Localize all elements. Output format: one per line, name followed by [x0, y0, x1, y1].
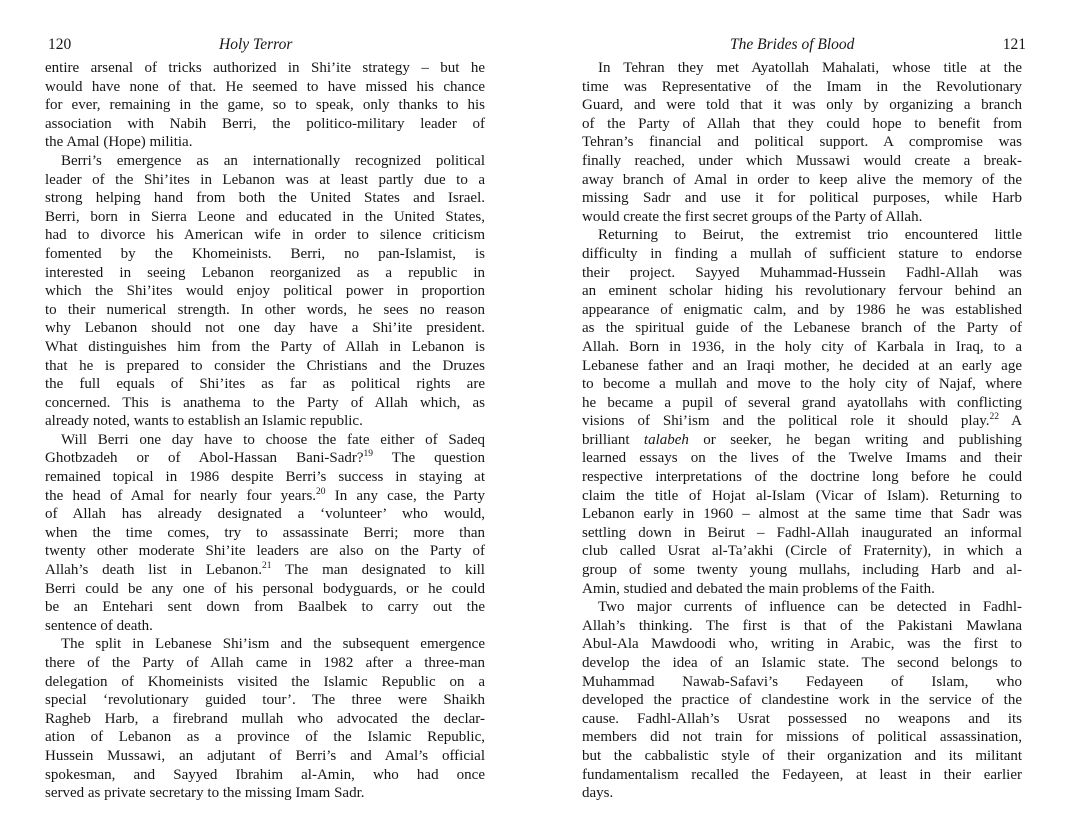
text-line: In Tehran they met Ayatollah Mahalati, whose title at the — [598, 60, 1022, 76]
text-line: their project. Sayyed Muhammad-Hussein Fadhl-Allah was — [582, 264, 1022, 281]
text-line: when the time comes, try to assassinate Berri; more than — [45, 524, 485, 541]
text-line: Berri’s emergence as an internationally recognized political — [61, 152, 485, 169]
text-line: special ‘revolutionary guided tour’. The three were Shaikh — [45, 692, 485, 709]
footnote-marker: 22 — [989, 412, 1000, 423]
text-line: spokesman, and Sayyed Ibrahim al-Amin, who had once — [45, 766, 485, 783]
text-line: difficulty in finding a mullah of sufficient stature to endorse — [582, 245, 1022, 262]
text-line: which the Shi’ites would enjoy political power in proportion — [45, 283, 485, 300]
text-line: claim the title of Hojat al-Islam (Vicar of Islam). Returning to — [582, 487, 1022, 504]
text-line: respective interpretations of the doctrine long before he could — [582, 469, 1022, 486]
running-title: Holy Terror — [219, 36, 293, 53]
text-line: Guard, and were told that it was only by organizing a branch — [582, 97, 1022, 114]
text-line: the head of Amal for nearly four years.$^{20}$ In any case, the Party — [45, 486, 485, 504]
text-line: the Amal (Hope) militia. — [45, 134, 193, 151]
text-line: strong helping hand from both the United States and Israel. — [45, 190, 485, 207]
text-line: leader of the Shi’ites in Lebanon was at least partly due to a — [45, 171, 485, 188]
text-line: would have none of that. He seemed to have missed his chance — [45, 78, 485, 95]
text-line: develop the idea of an Islamic state. The second belongs to — [582, 655, 1022, 671]
text-line: sentence of death. — [45, 617, 153, 634]
text-line: fundamentalism recalled the Fedayeen, at least in their earlier — [582, 766, 1022, 783]
text-line: why Lebanon should not one day have a Shi’ite president. — [45, 320, 485, 337]
text-line: there of the Party of Allah came in 1982 after a three-man — [45, 655, 485, 671]
footnote-marker: 20 — [316, 486, 326, 497]
text-line: Two major currents of influence can be detected in Fadhl- — [598, 599, 1022, 616]
text-line: Returning to Beirut, the extremist trio encountered little — [598, 227, 1022, 244]
text-line: of the Party of Allah that they could hope to benefit from — [582, 115, 1022, 132]
text-line: be an Entehari sent down from Baalbek to carry out the — [45, 599, 485, 616]
text-line: twenty other moderate Shi’ite leaders are also on the Party of — [45, 543, 485, 560]
text-line: group of some twenty young mullahs, including Harb and al- — [582, 562, 1022, 579]
text-line: of Allah has already designated a ‘volunteer’ who would, — [45, 506, 485, 523]
text-line: visions of Shi’ism and the political role it should play.$^{22}$ A — [582, 412, 1022, 430]
text-line: days. — [582, 785, 614, 802]
text-line: Amin, studied and debated the main problems of the Faith. — [582, 580, 935, 597]
page-number: 121 — [1002, 36, 1026, 53]
text-line: finally reached, under which Mussawi would create a break- — [582, 152, 1022, 169]
text-line: Berri could be any one of his personal bodyguards, or he could — [45, 580, 485, 597]
text-line: settling down in Beirut – Fadhl-Allah inaugurated an informal — [582, 524, 1022, 541]
text-line: What distinguishes him from the Party of Allah in Lebanon is — [45, 338, 485, 355]
text-line: to their numerical strength. In other words, he sees no reason — [45, 301, 485, 318]
text-line: to become a mullah and move to the holy city of Najaf, where — [582, 376, 1022, 393]
text-line: Ragheb Harb, a firebrand mullah who advocated the declar- — [45, 710, 485, 727]
text-line: Lebanese father and an Iraqi mother, he decided at an early age — [582, 357, 1022, 374]
text-line: appearance of enigmatic calm, and by 1986 he was established — [582, 301, 1022, 318]
text-line: Tehran’s financial and political support. A compromise was — [582, 134, 1022, 151]
right-page — [582, 0, 1026, 803]
left-page — [45, 0, 485, 803]
text-line: cause. Fadhl-Allah’s Usrat possessed no weapons and its — [582, 710, 1022, 727]
text-line: entire arsenal of tricks authorized in Shi’ite strategy – but he — [45, 60, 485, 76]
text-line: brilliant talabeh or seeker, he began writing and publishing — [582, 431, 1022, 448]
text-line: an eminent scholar hiding his revolutionary fervour behind an — [582, 283, 1022, 300]
text-line: for ever, remaining in the game, so to speak, only thanks to his — [45, 97, 485, 114]
italic-term: talabeh — [643, 431, 689, 448]
text-line: interested in seeing Lebanon reorganized as a republic in — [45, 264, 485, 281]
text-line: fomented by the Khomeinists. Berri, no pan-Islamist, is — [45, 245, 485, 262]
text-line: away branch of Amal in order to keep alive the memory of the — [582, 171, 1022, 188]
text-line: Allah’s death list in Lebanon.$^{21}$ The man designated to kill — [45, 561, 485, 579]
left-page-header — [45, 34, 485, 56]
text-line: the full equals of Shi’ites as far as political rights are — [45, 376, 485, 393]
text-line: as the spiritual guide of the Lebanese branch of the Party of — [582, 320, 1022, 337]
text-line: served as private secretary to the missing Imam Sadr. — [45, 785, 365, 802]
footnote-marker: 19 — [363, 449, 374, 460]
text-line: The split in Lebanese Shi’ism and the subsequent emergence — [61, 636, 485, 653]
text-line: but the cabbalistic style of their organization and its militant — [582, 747, 1022, 764]
text-line: Lebanon early in 1960 – almost at the same time that Sadr was — [582, 506, 1022, 523]
text-line: delegation of Khomeinists visited the Islamic Republic on a — [45, 673, 485, 690]
text-line: had to divorce his American wife in order to silence criticism — [45, 227, 485, 244]
right-page-body — [582, 59, 1022, 803]
text-line: members did not train for missions of political assassination, — [582, 729, 1022, 746]
text-line: Allah. Born in 1936, in the holy city of Karbala in Iraq, to a — [582, 338, 1022, 355]
page-number: 120 — [48, 36, 72, 53]
text-line: missing Sadr and use it for political purposes, while Harb — [582, 190, 1022, 207]
running-title: The Brides of Blood — [730, 36, 855, 53]
left-page-body — [45, 59, 485, 803]
text-line: concerned. This is anathema to the Party of Allah which, as — [45, 394, 485, 411]
text-line: developed the practice of clandestine work in the service of the — [582, 692, 1022, 709]
text-line: Berri, born in Sierra Leone and educated in the United States, — [45, 208, 485, 225]
text-line: already noted, wants to establish an Islamic republic. — [45, 413, 363, 430]
text-line: Muhammad Nawab-Safavi’s Fedayeen of Islam, who — [582, 673, 1022, 690]
footnote-marker: 21 — [262, 561, 272, 572]
text-line: Ghotbzadeh or of Abol-Hassan Bani-Sadr?$^{19}$ The question — [45, 449, 485, 467]
text-line: learned essays on the lives of the Twelve Imams and their — [582, 450, 1022, 467]
text-line: Will Berri one day have to choose the fate either of Sadeq — [61, 431, 485, 448]
right-page-header — [582, 34, 1026, 56]
text-line: Abul-Ala Mawdoodi who, writing in Arabic, was the first to — [582, 636, 1022, 653]
text-line: he became a pupil of several grand ayatollahs with conflicting — [582, 394, 1022, 411]
text-line: Hussein Mussawi, an adjutant of Berri’s and Amal’s official — [45, 747, 485, 764]
text-line: Allah’s thinking. The first is that of the Pakistani Mawlana — [582, 617, 1022, 634]
text-line: club called Usrat al-Ta’akhi (Circle of Fraternity), in which a — [582, 543, 1022, 560]
text-line: time was Representative of the Imam in the Revolutionary — [582, 78, 1022, 95]
text-line: association with Nabih Berri, the politico-military leader of — [45, 115, 485, 132]
text-line: that he is prepared to consider the Christians and the Druzes — [45, 357, 485, 374]
text-line: remained topical in 1986 despite Berri’s success in staying at — [45, 469, 485, 486]
text-line: ation of Lebanon as a province of the Islamic Republic, — [45, 729, 485, 746]
text-line: would create the first secret groups of the Party of Allah. — [582, 208, 923, 225]
